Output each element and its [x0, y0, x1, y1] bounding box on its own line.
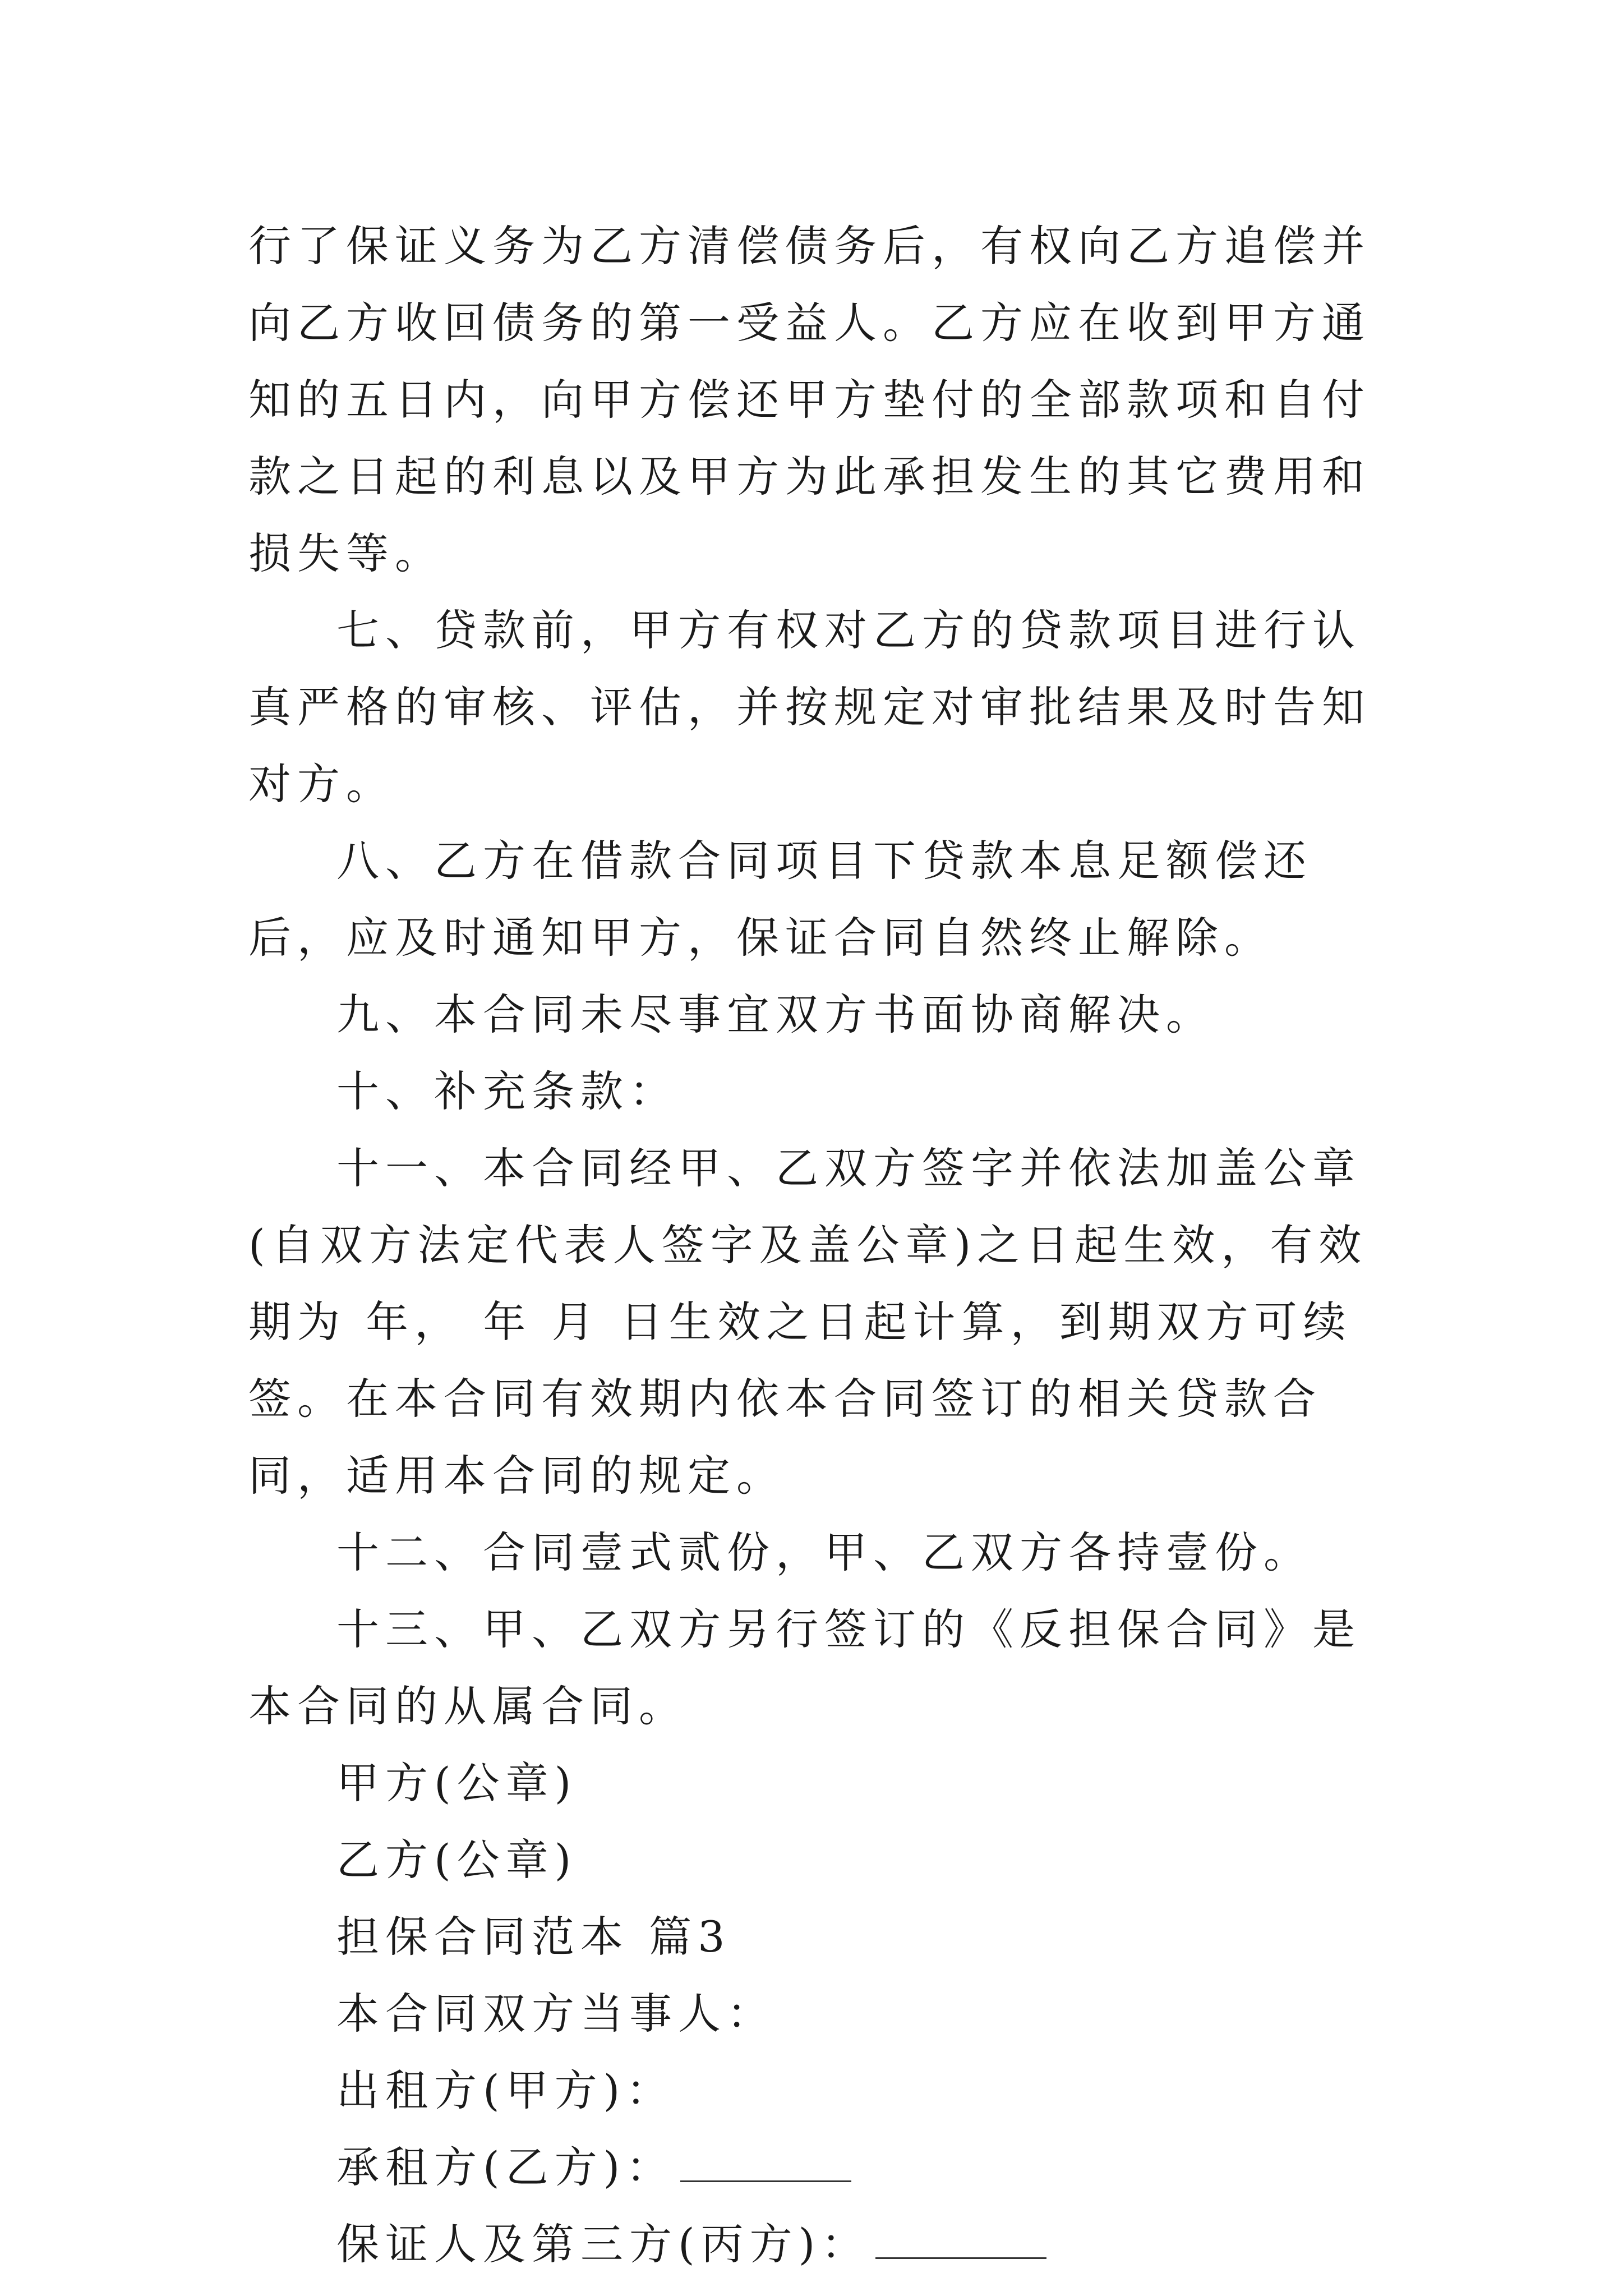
party-a-seal-line: 甲方(公章): [336, 1758, 578, 1808]
paragraph-clause-6-continued: 行了保证义务为乙方清偿债务后，有权向乙方追偿并向乙方收回债务的第一受益人。乙方应在收到甲方通知的五日内，向甲方偿还甲方垫付的全部款项和自付款之日起的利息以及甲方为此承担发生的其它费用和损失等。: [248, 221, 1371, 578]
paragraph-clause-9: 九、本合同未尽事宜双方书面协商解决。: [336, 990, 1215, 1039]
section-heading: 担保合同范本 篇3: [336, 1912, 731, 1962]
paragraph-clause-13: 十三、甲、乙双方另行签订的《反担保合同》是本合同的从属合同。: [248, 1604, 1361, 1731]
document-body: [248, 208, 1393, 2283]
lessor-line: 出租方(甲方)：: [336, 2065, 675, 2115]
paragraph-clause-10: 十、补充条款：: [336, 1066, 678, 1116]
paragraph-clause-12: 十二、合同壹式贰份，甲、乙双方各持壹份。: [336, 1527, 1312, 1577]
paragraph-clause-8: 八、乙方在借款合同项目下贷款本息足额偿还后，应及时通知甲方，保证合同自然终止解除。: [248, 836, 1312, 963]
party-b-seal-line: 乙方(公章): [336, 1835, 578, 1885]
guarantor-label: 保证人及第三方(丙方)：: [336, 2219, 870, 2269]
paragraph-clause-7: 七、贷款前，甲方有权对乙方的贷款项目进行认真严格的审核、评估，并按规定对审批结果及时告知对方。: [248, 605, 1371, 809]
parties-intro: 本合同双方当事人：: [336, 1989, 776, 2039]
guarantor-blank-field[interactable]: [875, 2255, 1046, 2259]
lessee-label: 承租方(乙方)：: [336, 2142, 675, 2192]
guarantor-line: [248, 2206, 1393, 2283]
paragraph-clause-11: 十一、本合同经甲、乙双方签字并依法加盖公章(自双方法定代表人签字及盖公章)之日起生效，有效期为 年， 年 月 日生效之日起计算，到期双方可续签。在本合同有效期内依本合同签订的相关贷款合同，适用本合同的规定。: [248, 1143, 1368, 1501]
lessee-line: [248, 2129, 1393, 2206]
lessee-blank-field[interactable]: [680, 2178, 851, 2182]
